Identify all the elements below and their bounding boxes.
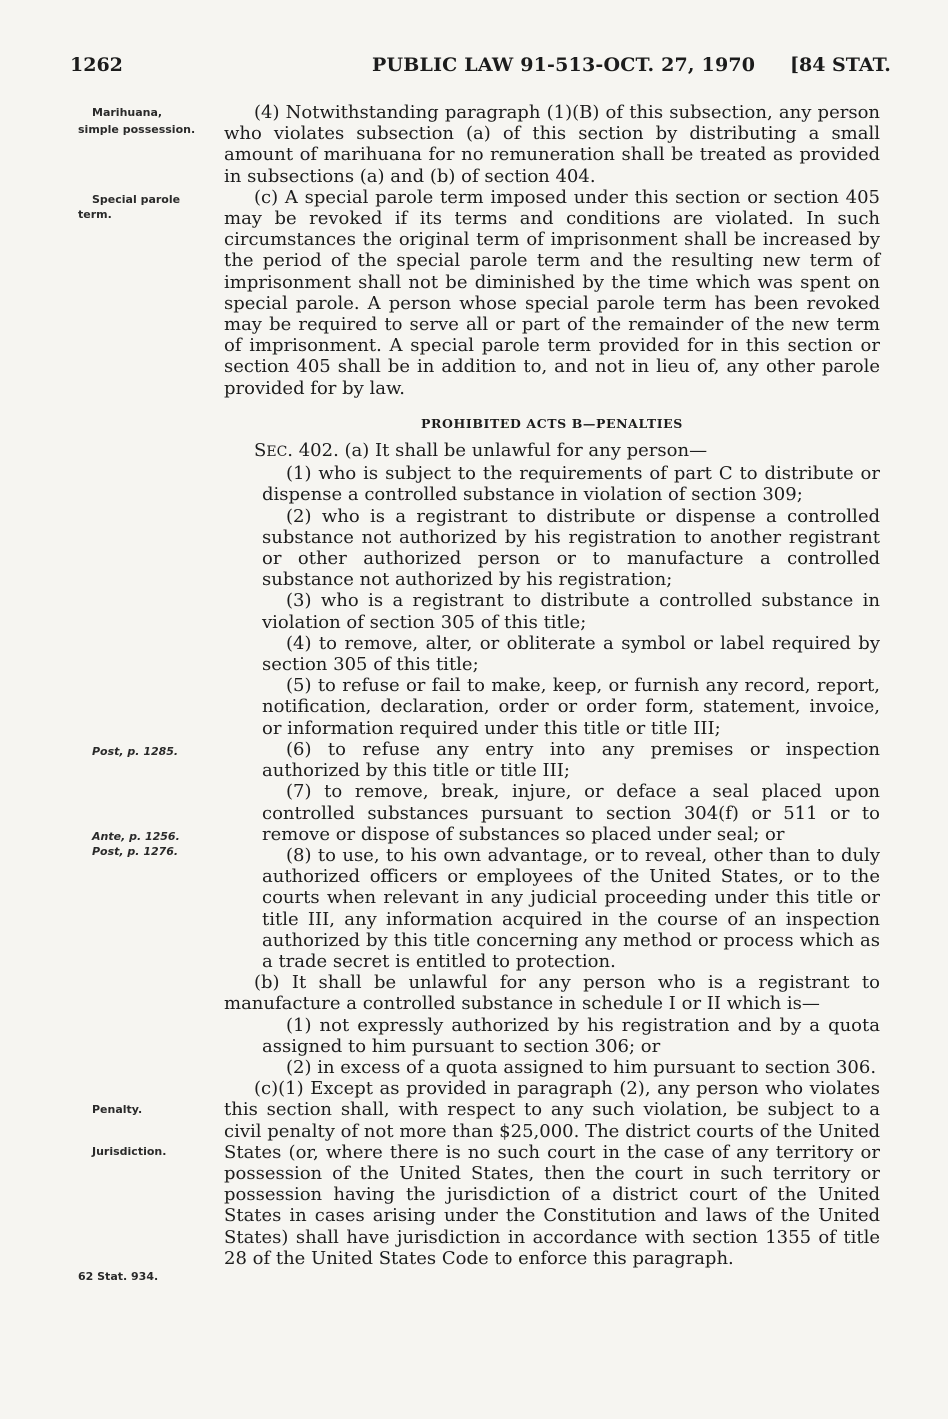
list-item: (7) to remove, break, injure, or deface a seal placed upon controlled substances pursuant to section 304(f) or 511 or to remove or dispose of substances so placed under seal; or <box>262 781 880 845</box>
margin-note: Marihuana, <box>92 106 163 119</box>
list-item: (4) to remove, alter, or obliterate a symbol or label required by section 305 of this title; <box>262 632 880 676</box>
margin-note: Post, p. 1276. <box>92 845 179 858</box>
list-item: (8) to use, to his own advantage, or to reveal, other than to duly authorized officers or employees of the United States, or to the courts when relevant in any judicial proceeding under this title or title III, any information acquired in the course of an inspection authorized by this title concerning any method or process which as a trade secret is entitled to protection. <box>262 844 880 972</box>
paragraph-4: (4) Notwithstanding paragraph (1)(B) of this subsection, any person who violates subsection (a) of this section by distributing a small amount of marihuana for no remuneration shall be treated as provided in subsections (a) and (b) of section 404. <box>224 102 880 187</box>
paragraph-b: (b) It shall be unlawful for any person who is a registrant to manufacture a controlled substance in schedule I or II which is— <box>224 972 880 1015</box>
list-item: (2) who is a registrant to distribute or dispense a controlled substance not authorized by his registration to another registrant or other authorized person or to manufacture a controlled substance not authorized by his registration; <box>262 505 880 591</box>
list-item: (5) to refuse or fail to make, keep, or furnish any record, report, notification, declaration, order or order form, statement, invoice, or information required under this title or title III; <box>262 675 880 739</box>
section-402-intro: SEC. 402. (a) It shall be unlawful for any person— <box>254 440 708 462</box>
list-item: (3) who is a registrant to distribute a controlled substance in violation of section 305 of this title; <box>262 590 880 633</box>
page-header <box>0 54 948 86</box>
page-number: 1262 <box>70 54 123 76</box>
list-item: (1) not expressly authorized by his registration and by a quota assigned to him pursuant to section 306; or <box>262 1014 880 1057</box>
list-item: (2) in excess of a quota assigned to him pursuant to section 306. <box>286 1056 877 1078</box>
margin-note: Ante, p. 1256. <box>92 830 180 843</box>
margin-note: simple possession. <box>78 123 196 136</box>
volume-citation: [84 STAT. <box>790 54 891 76</box>
paragraph-c1: (c)(1) Except as provided in paragraph (2), any person who violates this section shall, with respect to any such violation, be subject to a civil penalty of not more than $25,000. The district courts of the United States (or, where there is no such court in the case of any territory or possession of the United States, then the court in such territory or possession having the jurisdiction of a district court of the United States in cases arising under the Constitution and laws of the United States) shall have jurisdiction in accordance with section 1355 of title 28 of the United States Code to enforce this paragraph. <box>224 1078 880 1269</box>
margin-note: Special parole <box>92 193 181 206</box>
list-item: (1) who is subject to the requirements of part C to distribute or dispense a controlled substance in violation of section 309; <box>262 463 880 506</box>
paragraph-c: (c) A special parole term imposed under this section or section 405 may be revoked if its terms and conditions are violated. In such circumstances the original term of imprisonment shall be increased by the period of the special parole term and the resulting new term of imprisonment shall not be diminished by the time which was spent on special parole. A person whose special parole term has been revoked may be required to serve all or part of the remainder of the new term of imprisonment. A special parole term provided for in this section or section 405 shall be in addition to, and not in lieu of, any other parole provided for by law. <box>224 186 880 399</box>
margin-note: 62 Stat. 934. <box>78 1270 159 1283</box>
margin-note: Penalty. <box>92 1103 143 1116</box>
margin-note: Jurisdiction. <box>92 1145 167 1158</box>
section-heading: PROHIBITED ACTS B—PENALTIES <box>421 415 683 431</box>
running-title: PUBLIC LAW 91-513-OCT. 27, 1970 <box>372 54 756 76</box>
page-body <box>224 102 880 1269</box>
margin-note: Post, p. 1285. <box>92 745 179 758</box>
margin-note: term. <box>78 208 112 221</box>
list-item: (6) to refuse any entry into any premises or inspection authorized by this title or title III; <box>262 738 880 782</box>
